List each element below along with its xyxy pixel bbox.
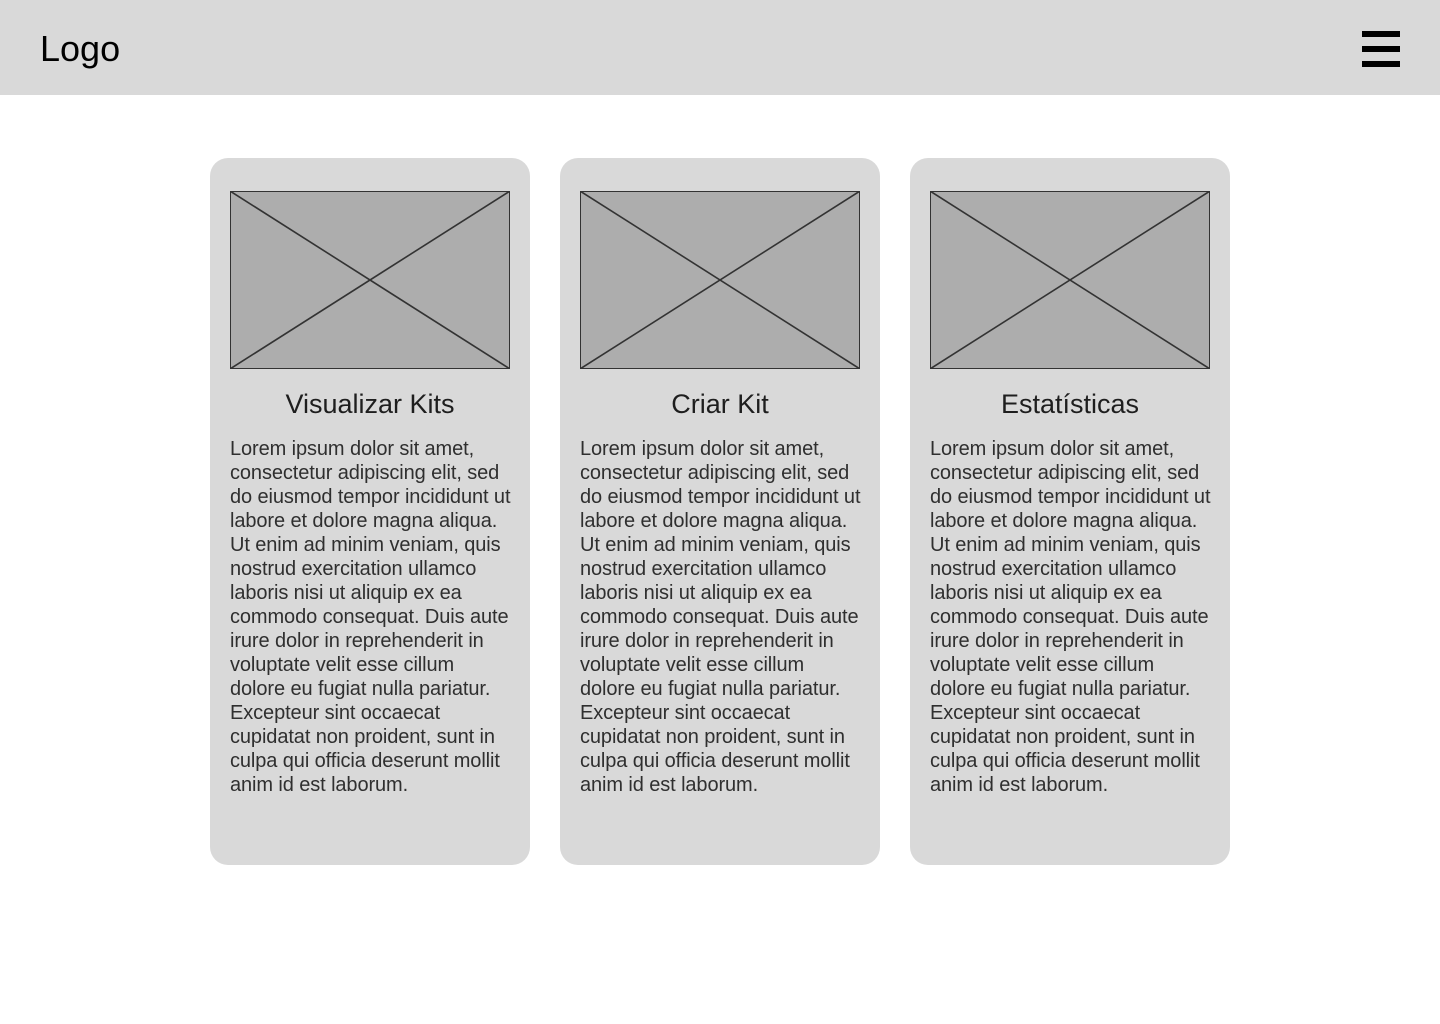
card-estatisticas[interactable]	[910, 158, 1230, 865]
image-placeholder-icon	[930, 191, 1210, 369]
card-description: Lorem ipsum dolor sit amet, consectetur adipiscing elit, sed do eiusmod tempor incididunt ut labore et dolore magna aliqua. Ut enim ad minim veniam, quis nostrud exercitation ullamco laboris nisi ut aliquip ex ea commodo consequat. Duis aute irure dolor in reprehenderit in voluptate velit esse cillum dolore eu fugiat nulla pariatur. Excepteur sint occaecat cupidatat non proident, sunt in culpa qui officia deserunt mollit anim id est laborum.	[230, 438, 511, 796]
card-description: Lorem ipsum dolor sit amet, consectetur adipiscing elit, sed do eiusmod tempor incididunt ut labore et dolore magna aliqua. Ut enim ad minim veniam, quis nostrud exercitation ullamco laboris nisi ut aliquip ex ea commodo consequat. Duis aute irure dolor in reprehenderit in voluptate velit esse cillum dolore eu fugiat nulla pariatur. Excepteur sint occaecat cupidatat non proident, sunt in culpa qui officia deserunt mollit anim id est laborum.	[580, 438, 861, 796]
image-placeholder-icon	[580, 191, 860, 369]
top-header	[0, 0, 1440, 95]
image-placeholder-icon	[230, 191, 510, 369]
menu-bar	[1362, 46, 1400, 52]
menu-bar	[1362, 31, 1400, 37]
card-visualizar-kits[interactable]	[210, 158, 530, 865]
card-description: Lorem ipsum dolor sit amet, consectetur adipiscing elit, sed do eiusmod tempor incididunt ut labore et dolore magna aliqua. Ut enim ad minim veniam, quis nostrud exercitation ullamco laboris nisi ut aliquip ex ea commodo consequat. Duis aute irure dolor in reprehenderit in voluptate velit esse cillum dolore eu fugiat nulla pariatur. Excepteur sint occaecat cupidatat non proident, sunt in culpa qui officia deserunt mollit anim id est laborum.	[930, 438, 1211, 796]
card-criar-kit[interactable]	[560, 158, 880, 865]
card-title: Estatísticas	[1000, 389, 1140, 419]
logo[interactable]: Logo	[40, 28, 121, 69]
menu-bar	[1362, 61, 1400, 67]
card-title: Criar Kit	[671, 389, 769, 419]
card-title: Visualizar Kits	[285, 389, 455, 419]
hamburger-menu-icon[interactable]	[1362, 31, 1400, 67]
